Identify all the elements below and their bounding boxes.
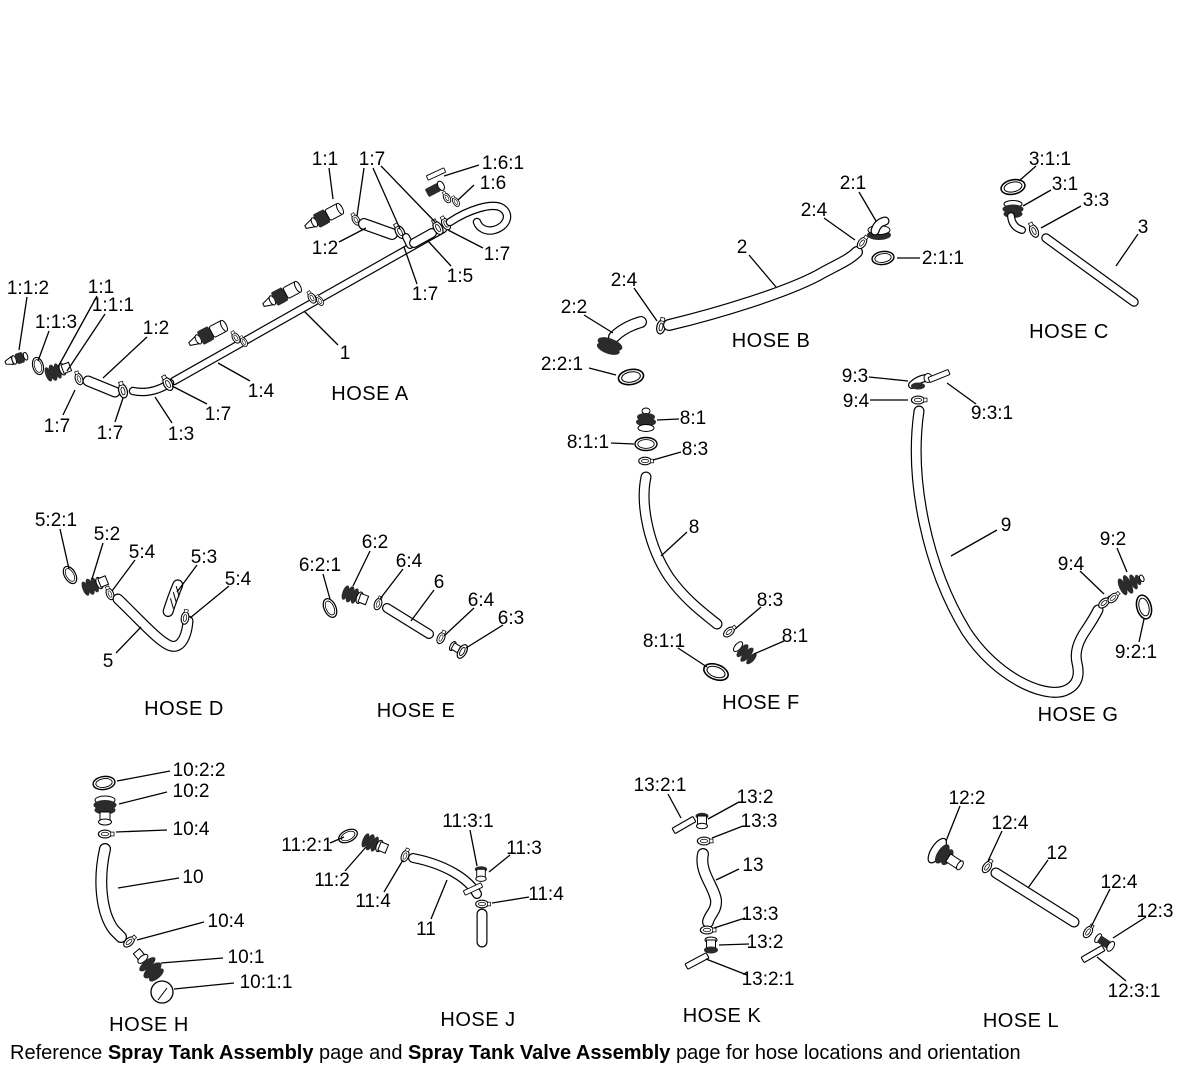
callout-1-7: 1:7 [411,284,439,305]
callout-6: 6 [433,572,445,593]
leader-line [749,255,776,287]
callout-9-4: 9:4 [842,391,870,412]
valve-icon [475,866,487,881]
callout-12-3: 12:3 [1136,901,1174,922]
o-ring-icon [702,661,731,684]
hose-tube-core [387,608,429,634]
callout-10-4: 10:4 [172,819,210,840]
leader-line [112,560,135,591]
callout-3: 3 [1137,217,1149,238]
callout-9-2-1: 9:2:1 [1114,642,1158,663]
clamp-icon [1081,923,1095,940]
leader-line [19,297,27,350]
callout-13-2-1: 13:2:1 [741,969,795,990]
hose-group-h [109,760,292,1036]
callout-11-2-1: 11:2:1 [281,835,333,856]
callout-1: 1 [339,343,351,364]
callout-8: 8 [688,517,700,538]
clamp-icon [639,457,654,465]
leader-line [339,228,366,242]
valve-icon [696,813,709,829]
callout-8-1-1: 8:1:1 [642,631,686,652]
o-ring-icon [871,250,895,266]
hose-tube-core [88,381,115,392]
leader-line [947,383,976,404]
hose-name-h: HOSE H [109,1014,189,1036]
callout-10: 10 [182,867,204,888]
callout-12-4: 12:4 [1100,872,1138,893]
callout-2-1: 2:1 [839,173,867,194]
leader-line [353,551,370,586]
leader-line [668,794,681,818]
callout-1-6: 1:6 [479,173,507,194]
clamp-icon [441,190,453,204]
hose-tube-core [702,854,716,922]
leader-line [869,377,908,381]
leader-line [177,565,197,592]
leader-line [38,331,49,361]
clamp-icon [700,926,716,934]
clamp-icon [911,396,927,404]
footer-bold-spray-tank-valve-assembly: Spray Tank Valve Assembly [408,1042,671,1064]
callout-9-4: 9:4 [1057,554,1085,575]
callout-5-2: 5:2 [93,524,121,545]
callout-6-3: 6:3 [497,608,525,629]
leader-line [1023,190,1051,206]
hose-tube-core [1046,238,1134,302]
leader-line [824,218,855,240]
callout-12-2: 12:2 [948,788,986,809]
callout-2-2-1: 2:2:1 [540,354,584,375]
leader-line [1041,206,1081,228]
callout-5-4: 5:4 [128,542,156,563]
callout-9-3: 9:3 [841,366,869,387]
flange-fitting-icon [925,836,970,879]
callout-1-2: 1:2 [142,318,170,339]
cap-fitting-icon [1115,568,1147,597]
clamp-icon [73,370,85,386]
cap-fitting-icon [43,359,73,384]
hose-group-d [35,510,252,720]
callout-9: 9 [1000,515,1012,536]
callout-1-5: 1:5 [446,266,474,287]
callout-12-4: 12:4 [991,813,1029,834]
hose-name-j: HOSE J [440,1009,516,1031]
o-ring-icon [617,367,645,386]
leader-line [1139,619,1144,642]
clamp-icon [1106,590,1121,605]
leader-line [118,878,179,888]
callout-1-1: 1:1 [87,277,115,298]
callout-2-2: 2:2 [560,297,588,318]
leader-line [712,826,743,838]
clamp-icon [98,830,114,838]
callout-9-2: 9:2 [1099,529,1127,550]
leader-line [428,241,451,266]
leader-line [584,315,613,333]
leader-line [1116,234,1138,266]
callout-3-1-1: 3:1:1 [1028,149,1072,170]
nozzle-tip-icon [4,350,29,368]
labels-layer [7,149,1174,1036]
leader-line [323,574,330,599]
callout-1-7: 1:7 [204,404,232,425]
callout-13-2-1: 13:2:1 [633,775,687,796]
leader-line [380,569,403,599]
callout-5-4: 5:4 [224,569,252,590]
cap-disc-icon [151,981,173,1003]
callout-1-7: 1:7 [358,149,386,170]
callout-5-2-1: 5:2:1 [34,510,78,531]
clamp-icon [697,837,713,845]
leader-line [117,771,170,781]
callout-1-6-1: 1:6:1 [481,153,525,174]
leader-line [63,390,75,415]
callout-1-1-2: 1:1:2 [6,278,50,299]
leader-line [116,830,167,832]
callout-11-4: 11:4 [355,891,391,912]
hose-tube-core [644,477,717,624]
o-ring-icon [1134,593,1154,620]
leader-line [404,247,417,284]
leader-line [115,398,123,422]
callout-1-7: 1:7 [483,244,511,265]
leader-line [384,860,403,892]
callout-1-7: 1:7 [43,416,71,437]
leader-line [444,165,479,176]
leader-line [589,368,616,375]
callout-11-2: 11:2 [314,870,350,891]
leader-line [714,918,745,928]
hose-d-artwork [61,564,191,646]
clamp-icon [1027,221,1041,239]
callout-8-1: 8:1 [679,408,707,429]
callout-13-3: 13:3 [740,811,778,832]
callout-3-3: 3:3 [1082,190,1110,211]
cap-fitting-icon [360,831,390,857]
leader-line [859,192,876,221]
hose-j-artwork [337,827,491,942]
callout-13: 13 [742,855,764,876]
clamp-icon [722,624,738,639]
clamp-icon [435,629,447,645]
leader-line [103,337,147,378]
o-ring-icon [61,564,80,586]
callout-6-2-1: 6:2:1 [298,555,342,576]
cap-fitting-icon [80,572,110,598]
hose-tube [916,411,1098,692]
callout-12-3-1: 12:3:1 [1107,981,1161,1002]
callout-1-4: 1:4 [247,381,275,402]
clamp-icon [450,195,461,208]
callout-1-1: 1:1 [311,149,339,170]
callout-10-2-2: 10:2:2 [172,760,226,781]
callout-2: 2 [736,237,748,258]
cap-fitting-icon [730,638,760,667]
callout-6-4: 6:4 [395,551,423,572]
leader-line [357,168,364,216]
leader-line [411,590,434,621]
hose-group-j [281,811,564,1031]
o-ring-icon [635,438,657,451]
leader-line [444,608,474,636]
leader-line [719,944,749,945]
callout-11-3: 11:3 [506,838,542,859]
hose-tube-core [364,224,392,234]
leader-line [458,185,474,200]
callout-6-2: 6:2 [361,532,389,553]
callout-13-2: 13:2 [736,787,774,808]
leader-line [92,543,103,579]
callout-2-4: 2:4 [610,270,638,291]
leader-line [988,831,1002,861]
hose-c-artwork [1000,177,1134,302]
leader-line [119,792,167,804]
hose-group-f [567,408,808,714]
leader-line [1028,860,1048,888]
hose-tube-core [174,229,443,381]
hose-group-c [1019,149,1148,343]
cap-fitting-icon [340,584,370,609]
footer-bold-spray-tank-assembly: Spray Tank Assembly [107,1042,314,1064]
leader-line [754,641,784,654]
callout-13-3: 13:3 [741,904,779,925]
flange-fitting-icon [447,638,470,660]
leader-line [1091,889,1110,927]
handle-icon [426,168,445,180]
leader-line [218,363,250,381]
handle-icon [928,369,950,382]
cap-fitting-icon [636,408,656,432]
leader-line [448,230,483,248]
clamp-icon [476,900,491,908]
hose-tube-core [916,411,1098,692]
leader-line [345,847,366,871]
valve-icon [424,180,445,198]
leader-line [1097,957,1126,981]
leader-line [492,897,529,903]
callout-1-3: 1:3 [167,424,195,445]
callout-11-3-1: 11:3:1 [442,811,494,832]
nozzle-icon [186,318,230,351]
callout-8-3: 8:3 [681,439,709,460]
callout-5: 5 [102,651,114,672]
callout-5-3: 5:3 [190,547,218,568]
leader-line [373,168,400,229]
callout-1-1-3: 1:1:3 [34,312,78,333]
leader-line [470,830,477,866]
hose-h-artwork [92,775,173,1003]
callout-12: 12 [1046,843,1068,864]
callout-11-4: 11:4 [528,884,564,905]
leader-line [174,983,234,989]
leader-line [1117,548,1127,572]
cap-fitting-icon [128,944,167,985]
leader-line [431,880,447,919]
callout-11: 11 [416,919,436,940]
hose-name-c: HOSE C [1029,321,1109,343]
hose-l-artwork [925,836,1117,963]
callout-9-3-1: 9:3:1 [970,403,1014,424]
handle-icon [685,953,709,970]
footer-text: Reference [10,1042,108,1064]
o-ring-icon [31,356,46,376]
hose-name-b: HOSE B [731,330,811,352]
footer-note [10,1042,1021,1065]
leader-line [304,311,338,345]
valve-icon [704,937,718,954]
leader-line [137,922,204,940]
hose-name-e: HOSE E [376,700,456,722]
hose-name-l: HOSE L [982,1010,1060,1032]
hose-name-g: HOSE G [1037,704,1119,726]
o-ring-icon [1000,177,1027,196]
o-ring-icon [92,775,116,791]
hose-e-artwork [321,584,470,660]
hose-tube-core [996,873,1074,922]
callout-1-2: 1:2 [311,238,339,259]
leader-line [172,386,207,404]
leader-line [161,958,223,963]
leader-line [611,443,634,444]
callout-10-1-1: 10:1:1 [239,972,293,993]
hose-name-k: HOSE K [682,1005,762,1027]
callout-1-1-1: 1:1:1 [91,295,135,316]
leader-line [946,806,960,841]
hose-name-a: HOSE A [331,383,409,405]
leader-line [653,452,681,460]
callout-2-1-1: 2:1:1 [921,248,965,269]
callout-10-4: 10:4 [207,911,245,932]
leader-line [329,168,333,199]
hose-name-d: HOSE D [144,698,224,720]
leader-line [155,397,172,423]
hose-k-artwork [672,813,718,969]
footer-text: page and [313,1042,409,1064]
leader-line [190,586,229,618]
leader-line [657,419,679,420]
nozzle-icon [302,201,346,234]
elbow-fitting-icon [867,221,891,240]
ribbed-elbow-icon [159,585,188,612]
callout-1-7: 1:7 [96,423,124,444]
handle-icon [672,816,696,833]
leader-line [708,802,739,819]
callout-13-2: 13:2 [746,932,784,953]
callout-10-2: 10:2 [172,781,210,802]
callout-2-4: 2:4 [800,200,828,221]
footer-text: page for hose locations and orientation [670,1042,1021,1064]
callout-3-1: 3:1 [1051,174,1079,195]
o-ring-icon [337,827,360,846]
leader-line [60,529,69,569]
callout-8-1: 8:1 [781,626,809,647]
callout-8-3: 8:3 [756,590,784,611]
leader-line [661,532,687,556]
leader-line [634,288,657,321]
valve-icon [911,374,932,390]
leader-line [116,627,141,653]
callout-6-4: 6:4 [467,590,495,611]
callout-10-1: 10:1 [227,947,265,968]
hose-name-f: HOSE F [722,692,800,714]
leader-line [716,869,739,880]
leader-line [951,530,997,556]
cap-fitting-icon [94,796,117,825]
o-ring-icon [321,597,340,620]
callout-8-1-1: 8:1:1 [566,432,610,453]
